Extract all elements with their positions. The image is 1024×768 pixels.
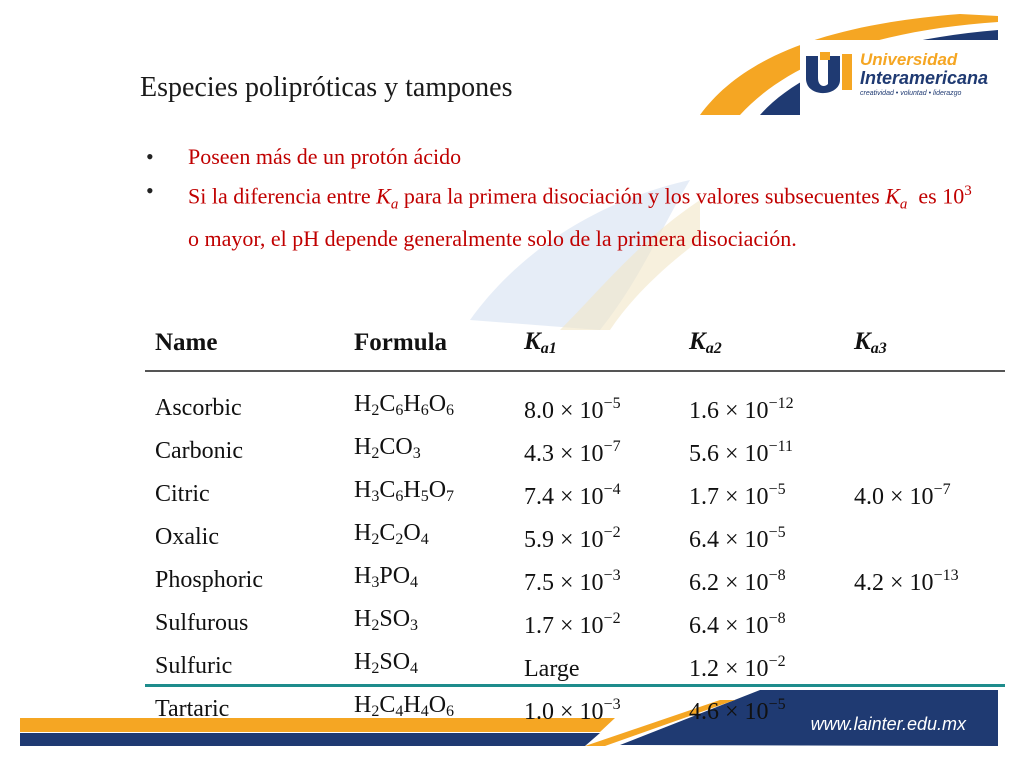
formula-subscript: 6 [446,703,455,720]
ka-exponent: −5 [768,524,786,541]
ka-symbol: K [689,328,706,355]
cell-ka3 [844,371,1005,429]
formula-element: PO [379,563,411,589]
col-header-formula: Formula [344,322,514,371]
cell-ka3 [844,472,1005,515]
cell-ka2 [679,515,844,558]
ka-exponent: −3 [603,567,621,584]
ka-mantissa: Large [524,656,580,682]
cell-ka3 [844,644,1005,687]
formula-element: O [403,520,421,546]
ka-exponent: −7 [603,438,621,455]
formula-element: O [428,477,447,503]
bullet-text-part: o mayor, el pH depende generalmente solo de la primera disociación. [188,225,797,251]
formula-subscript: 4 [395,703,404,720]
table-row [145,371,1005,429]
bullet-text-part: Si la diferencia entre [188,183,377,209]
ka-subscript: a [899,196,908,213]
ka-exponent: −7 [933,481,951,498]
formula-subscript: 4 [420,531,429,548]
table-row [145,515,1005,558]
formula-element: H [354,477,372,503]
formula-subscript: 4 [410,660,419,677]
cell-ka1 [514,429,679,472]
formula-subscript: 3 [410,617,419,634]
formula-subscript: 4 [410,574,419,591]
cell-ka3 [844,429,1005,472]
ka-mantissa: 6.4 × 10 [689,527,769,553]
ka-exponent: −5 [768,696,786,713]
formula-subscript: 2 [371,703,380,720]
cell-ka2 [679,371,844,429]
cell-ka1 [514,558,679,601]
logo-line2: Interamericana [860,68,989,88]
table-body [145,371,1005,730]
formula-element: SO [379,606,411,632]
formula-subscript: 2 [371,402,380,419]
footer-navy-band [20,733,600,746]
ka-mantissa: 1.6 × 10 [689,398,769,424]
ka-mantissa: 5.6 × 10 [689,441,769,467]
bullet-text-part: es 10 [907,183,965,209]
table-row [145,601,1005,644]
cell-ka3 [844,558,1005,601]
cell-ka3 [844,601,1005,644]
ka-mantissa: 4.0 × 10 [854,484,934,510]
formula-subscript: 6 [395,488,404,505]
formula-subscript: 3 [371,574,380,591]
cell-formula [344,558,514,601]
col-header-name: Name [145,322,344,371]
cell-ka1 [514,687,679,730]
formula-element: H [403,391,421,417]
cell-name: Ascorbic [155,394,242,421]
formula-element: H [354,649,372,675]
bullet-item [146,174,976,256]
ka-mantissa: 4.2 × 10 [854,570,934,596]
formula-element: O [428,391,447,417]
formula-subscript: 6 [420,402,429,419]
cell-formula [344,371,514,429]
ka-mantissa: 4.3 × 10 [524,441,604,467]
ka-mantissa: 7.5 × 10 [524,570,604,596]
cell-ka2 [679,472,844,515]
formula-subscript: 2 [371,445,380,462]
cell-name: Citric [155,480,210,507]
ka-subscript: a [390,196,399,213]
ka-exponent: −12 [768,395,794,412]
cell-ka2 [679,558,844,601]
ka-subscript: a2 [705,340,722,357]
cell-formula [344,644,514,687]
ka-exponent: −2 [603,610,621,627]
cell-formula [344,601,514,644]
formula-element: H [354,606,372,632]
cell-ka1 [514,515,679,558]
cell-ka2 [679,644,844,687]
logo-line1: Universidad [860,50,958,69]
formula-element: H [403,692,421,718]
formula-subscript: 3 [371,488,380,505]
formula-subscript: 4 [420,703,429,720]
cell-ka1 [514,472,679,515]
ka-mantissa: 1.7 × 10 [524,613,604,639]
bullet-text-part: para la primera disociación y los valores subsecuentes [398,183,886,209]
cell-name: Phosphoric [155,566,263,593]
cell-formula [344,515,514,558]
bullet-list [146,140,976,256]
col-header-ka1 [514,322,679,371]
ka-mantissa: 6.4 × 10 [689,613,769,639]
ka-exponent: −4 [603,481,621,498]
ka-subscript: a1 [540,340,557,357]
logo-tagline: creatividad • voluntad • liderazgo [860,90,962,97]
formula-element: H [354,391,372,417]
ka-mantissa: 8.0 × 10 [524,398,604,424]
formula-element: H [403,477,421,503]
ka-mantissa: 6.2 × 10 [689,570,769,596]
formula-subscript: 2 [395,531,404,548]
ka-mantissa: 7.4 × 10 [524,484,604,510]
formula-subscript: 6 [395,402,404,419]
cell-ka2 [679,601,844,644]
cell-ka3 [844,515,1005,558]
cell-formula [344,429,514,472]
table-row [145,558,1005,601]
ka-exponent: −5 [768,481,786,498]
formula-subscript: 5 [420,488,429,505]
bullet-dot-icon: • [146,144,154,169]
formula-subscript: 2 [371,660,380,677]
cell-name: Oxalic [155,523,219,550]
ka-exponent: −11 [768,438,793,455]
formula-subscript: 6 [446,402,455,419]
table-row [145,644,1005,687]
ka-mantissa: 1.0 × 10 [524,699,604,725]
slide-title: Especies polipróticas y tampones [140,72,513,103]
col-header-ka3 [844,322,1005,371]
ka-exponent: −8 [768,610,786,627]
cell-name: Sulfuric [155,652,233,679]
ka-symbol: K [854,328,871,355]
cell-formula [344,472,514,515]
table-header-row [145,322,1005,371]
bullet-item [146,140,976,174]
ka-exponent: −8 [768,567,786,584]
formula-element: H [354,692,372,718]
ka-exponent: −2 [603,524,621,541]
bullet-text: Poseen más de un protón ácido [188,144,462,169]
formula-element: C [379,692,396,718]
col-header-ka2 [679,322,844,371]
table-bottom-rule [145,684,1005,687]
ka-mantissa: 1.2 × 10 [689,656,769,682]
formula-element: C [379,391,396,417]
footer-url[interactable]: www.lainter.edu.mx [810,714,966,734]
ka-table [145,322,1005,730]
formula-subscript: 7 [446,488,455,505]
ka-symbol: K [524,328,541,355]
ka-exponent: −5 [603,395,621,412]
cell-formula [344,687,514,730]
university-logo [802,46,1002,106]
ka-symbol: K [885,183,900,209]
formula-subscript: 2 [371,531,380,548]
formula-element: CO [379,434,413,460]
cell-name: Sulfurous [155,609,249,636]
cell-ka1 [514,371,679,429]
formula-element: C [379,520,396,546]
exponent: 3 [964,183,972,199]
ka-mantissa: 5.9 × 10 [524,527,604,553]
formula-element: H [354,520,372,546]
ka-subscript: a3 [870,340,887,357]
formula-subscript: 2 [371,617,380,634]
formula-element: O [428,692,447,718]
ka-mantissa: 1.7 × 10 [689,484,769,510]
ka-exponent: −13 [933,567,959,584]
cell-name: Carbonic [155,437,243,464]
formula-subscript: 3 [412,445,421,462]
logo-mark-icon [802,50,854,96]
table-row [145,472,1005,515]
cell-ka2 [679,429,844,472]
formula-element: H [354,563,372,589]
table-row [145,429,1005,472]
cell-name: Tartaric [155,695,230,722]
ka-mantissa: 4.6 × 10 [689,699,769,725]
ka-symbol: K [376,183,391,209]
ka-exponent: −3 [603,696,621,713]
cell-ka1 [514,644,679,687]
formula-element: SO [379,649,411,675]
formula-element: H [354,434,372,460]
bullet-dot-icon: • [146,178,154,203]
cell-ka1 [514,601,679,644]
ka-exponent: −2 [768,653,786,670]
formula-element: C [379,477,396,503]
